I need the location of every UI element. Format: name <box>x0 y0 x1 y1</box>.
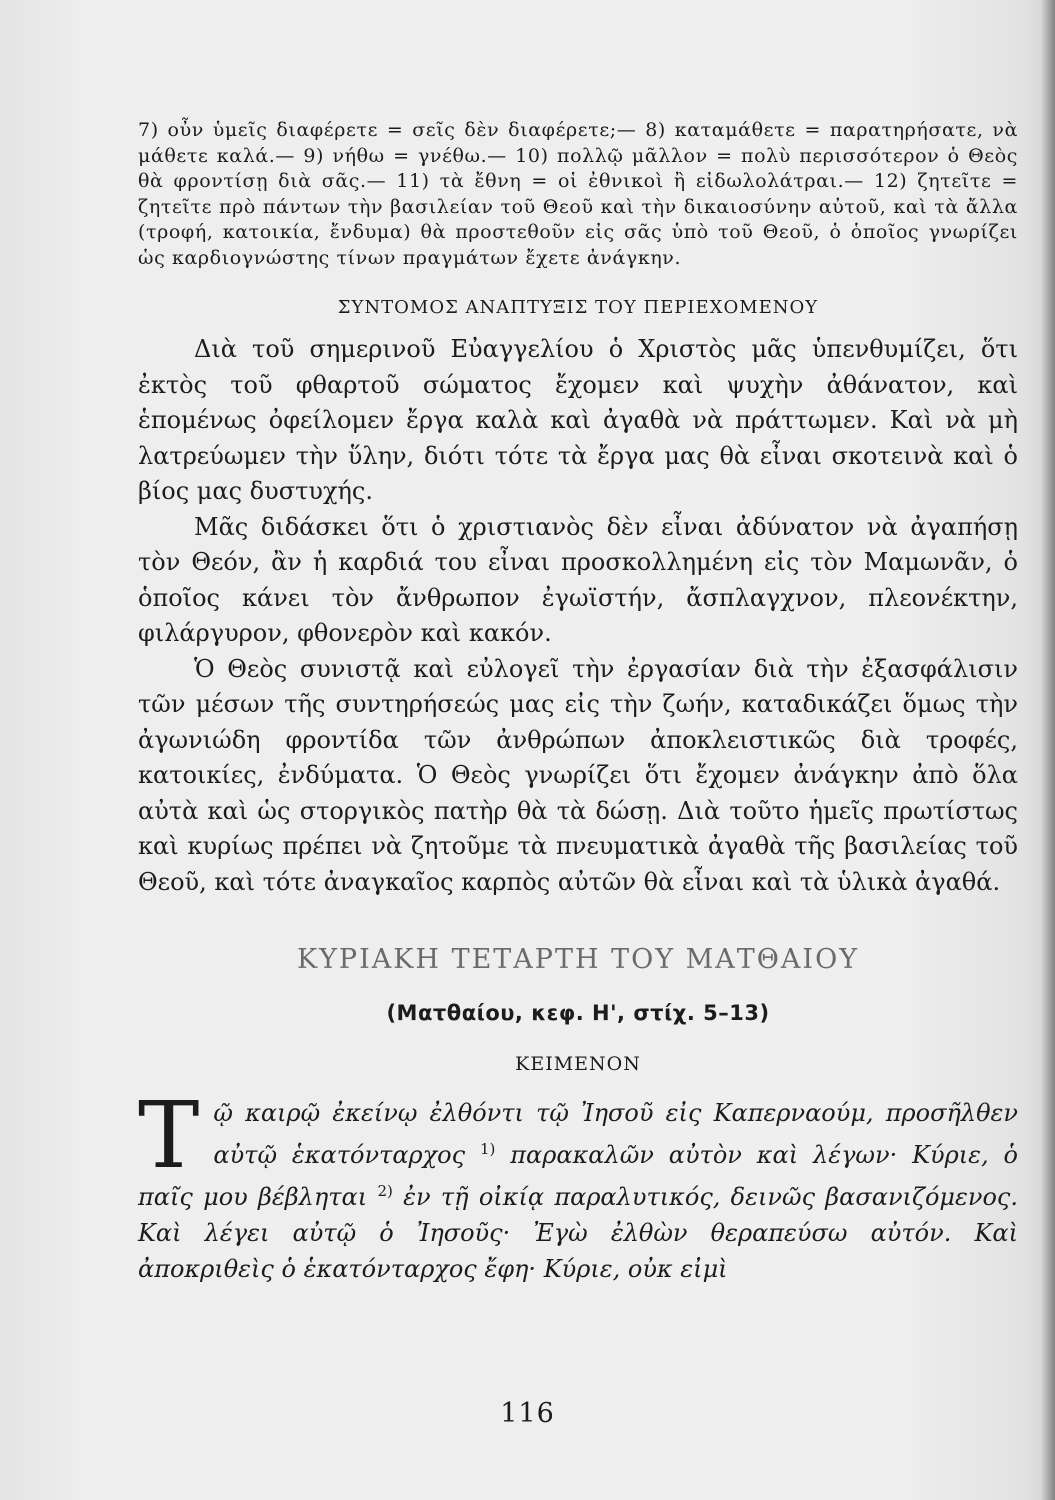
footnote-ref-2: 2) <box>377 1182 393 1200</box>
section-title: ΣΥΝΤΟΜΟΣ ΑΝΑΠΤΥΞΙΣ ΤΟΥ ΠΕΡΙΕΧΟΜΕΝΟΥ <box>337 297 819 318</box>
scripture-part-3: ἐν τῇ οἰκίᾳ παραλυτικός, δεινῶς βασανιζόμενος. Καὶ λέγει αὐτῷ ὁ Ἰησοῦς· Ἐγὼ ἐλθὼν θεραπεύσω αὐτόν. Καὶ ἀποκριθεὶς ὁ ἑκατόνταρχος ἔφη· Κύριε, οὐκ εἰμὶ <box>138 1183 1019 1283</box>
scripture-part-2: παρακαλῶν αὐτὸν καὶ λέγων· Κύριε, ὁ παῖς μου βέβληται <box>138 1141 1018 1211</box>
paragraph-3: Ὁ Θεὸς συνιστᾷ καὶ εὐλογεῖ τὴν ἐργασίαν διὰ τὴν ἐξασφάλισιν τῶν μέσων τῆς συντηρήσεώς μας εἰς τὴν ζωήν, καταδικάζει ὅμως τὴν ἀγωνιώδη φροντίδα τῶν ἀνθρώπων ἀποκλειστικῶς διὰ τροφές, κατοικίες, ἐνδύματα. Ὁ Θεὸς γνωρίζει ὅτι ἔχομεν ἀνάγκην ἀπὸ ὅλα αὐτὰ καὶ ὡς στοργικὸς πατὴρ θὰ τὰ δώσῃ. Διὰ τοῦτο ἡμεῖς πρωτίστως καὶ κυρίως πρέπει νὰ ζητοῦμε τὰ πνευματικὰ ἀγαθὰ τῆς βασιλείας τοῦ Θεοῦ, καὶ τότε ἀναγκαῖος καρπὸς αὐτῶν θὰ εἶναι καὶ τὰ ὑλικὰ ἀγαθά. <box>138 654 1018 896</box>
scripture-part-1: ῷ καιρῷ ἐκείνῳ ἐλθόντι τῷ Ἰησοῦ εἰς Καπερναούμ, προσῆλθεν αὐτῷ ἑκατόνταρχος <box>213 1099 1018 1169</box>
paragraph-2: Μᾶς διδάσκει ὅτι ὁ χριστιανὸς δὲν εἶναι ἀδύνατον νὰ ἀγαπήσῃ τὸν Θεόν, ἂν ἡ καρδιά του εἶναι προσκολλημένη εἰς τὸν Μαμωνᾶν, ὁ ὁποῖος κάνει τὸν ἄνθρωπον ἐγωϊστήν, ἄσπλαγχνον, πλεονέκτην, φιλάργυρον, φθονερὸν καὶ κακόν. <box>138 512 1018 647</box>
page-content <box>138 118 1018 1287</box>
footnotes-glossary: 7) οὖν ὑμεῖς διαφέρετε = σεῖς δὲν διαφέρετε;— 8) καταμάθετε = παρατηρήσατε, νὰ μάθετε καλά.— 9) νήθω = γνέθω.— 10) πολλῷ μᾶλλον = πολὺ περισσότερον ὁ Θεὸς θὰ φροντίσῃ διὰ σᾶς.— 11) τὰ ἔθνη = οἱ ἐθνικοὶ ἢ εἰδωλολάτραι.— 12) ζητεῖτε = ζητεῖτε πρὸ πάντων τὴν βασιλείαν τοῦ Θεοῦ καὶ τὴν δικαιοσύνην αὐτοῦ, καὶ τὰ ἄλλα (τροφή, κατοικία, ἔνδυμα) θὰ προστεθοῦν εἰς σᾶς ὑπὸ τοῦ Θεοῦ, ὁ ὁποῖος γνωρίζει ὡς καρδιογνώστης τίνων πραγμάτων ἔχετε ἀνάγκην. <box>138 119 1018 269</box>
text-label: ΚΕΙΜΕΝΟΝ <box>515 1053 641 1075</box>
commentary-body <box>138 332 1018 900</box>
page-edge-shadow <box>1041 0 1055 1500</box>
page-number: 116 <box>500 1398 555 1429</box>
scripture-text <box>138 1082 1019 1287</box>
chapter-title: ΚΥΡΙΑΚΗ ΤΕΤΑΡΤΗ ΤΟΥ ΜΑΤΘΑΙΟΥ <box>296 944 860 975</box>
footnote-ref-1: 1) <box>479 1140 496 1158</box>
chapter-reference: (Ματθαίου, κεφ. Η', στίχ. 5–13) <box>386 1001 770 1025</box>
drop-cap: Τ <box>138 1082 200 1189</box>
paragraph-1: Διὰ τοῦ σημερινοῦ Εὐαγγελίου ὁ Χριστὸς μᾶς ὑπενθυμίζει, ὅτι ἐκτὸς τοῦ φθαρτοῦ σώματος ἔχομεν καὶ ψυχὴν ἀθάνατον, καὶ ἑπομένως ὀφείλομεν ἔργα καλὰ καὶ ἀγαθὰ νὰ πράττωμεν. Καὶ νὰ μὴ λατρεύωμεν τὴν ὕλην, διότι τότε τὰ ἔργα μας θὰ εἶναι σκοτεινὰ καὶ ὁ βίος μας δυστυχής. <box>138 335 1018 505</box>
